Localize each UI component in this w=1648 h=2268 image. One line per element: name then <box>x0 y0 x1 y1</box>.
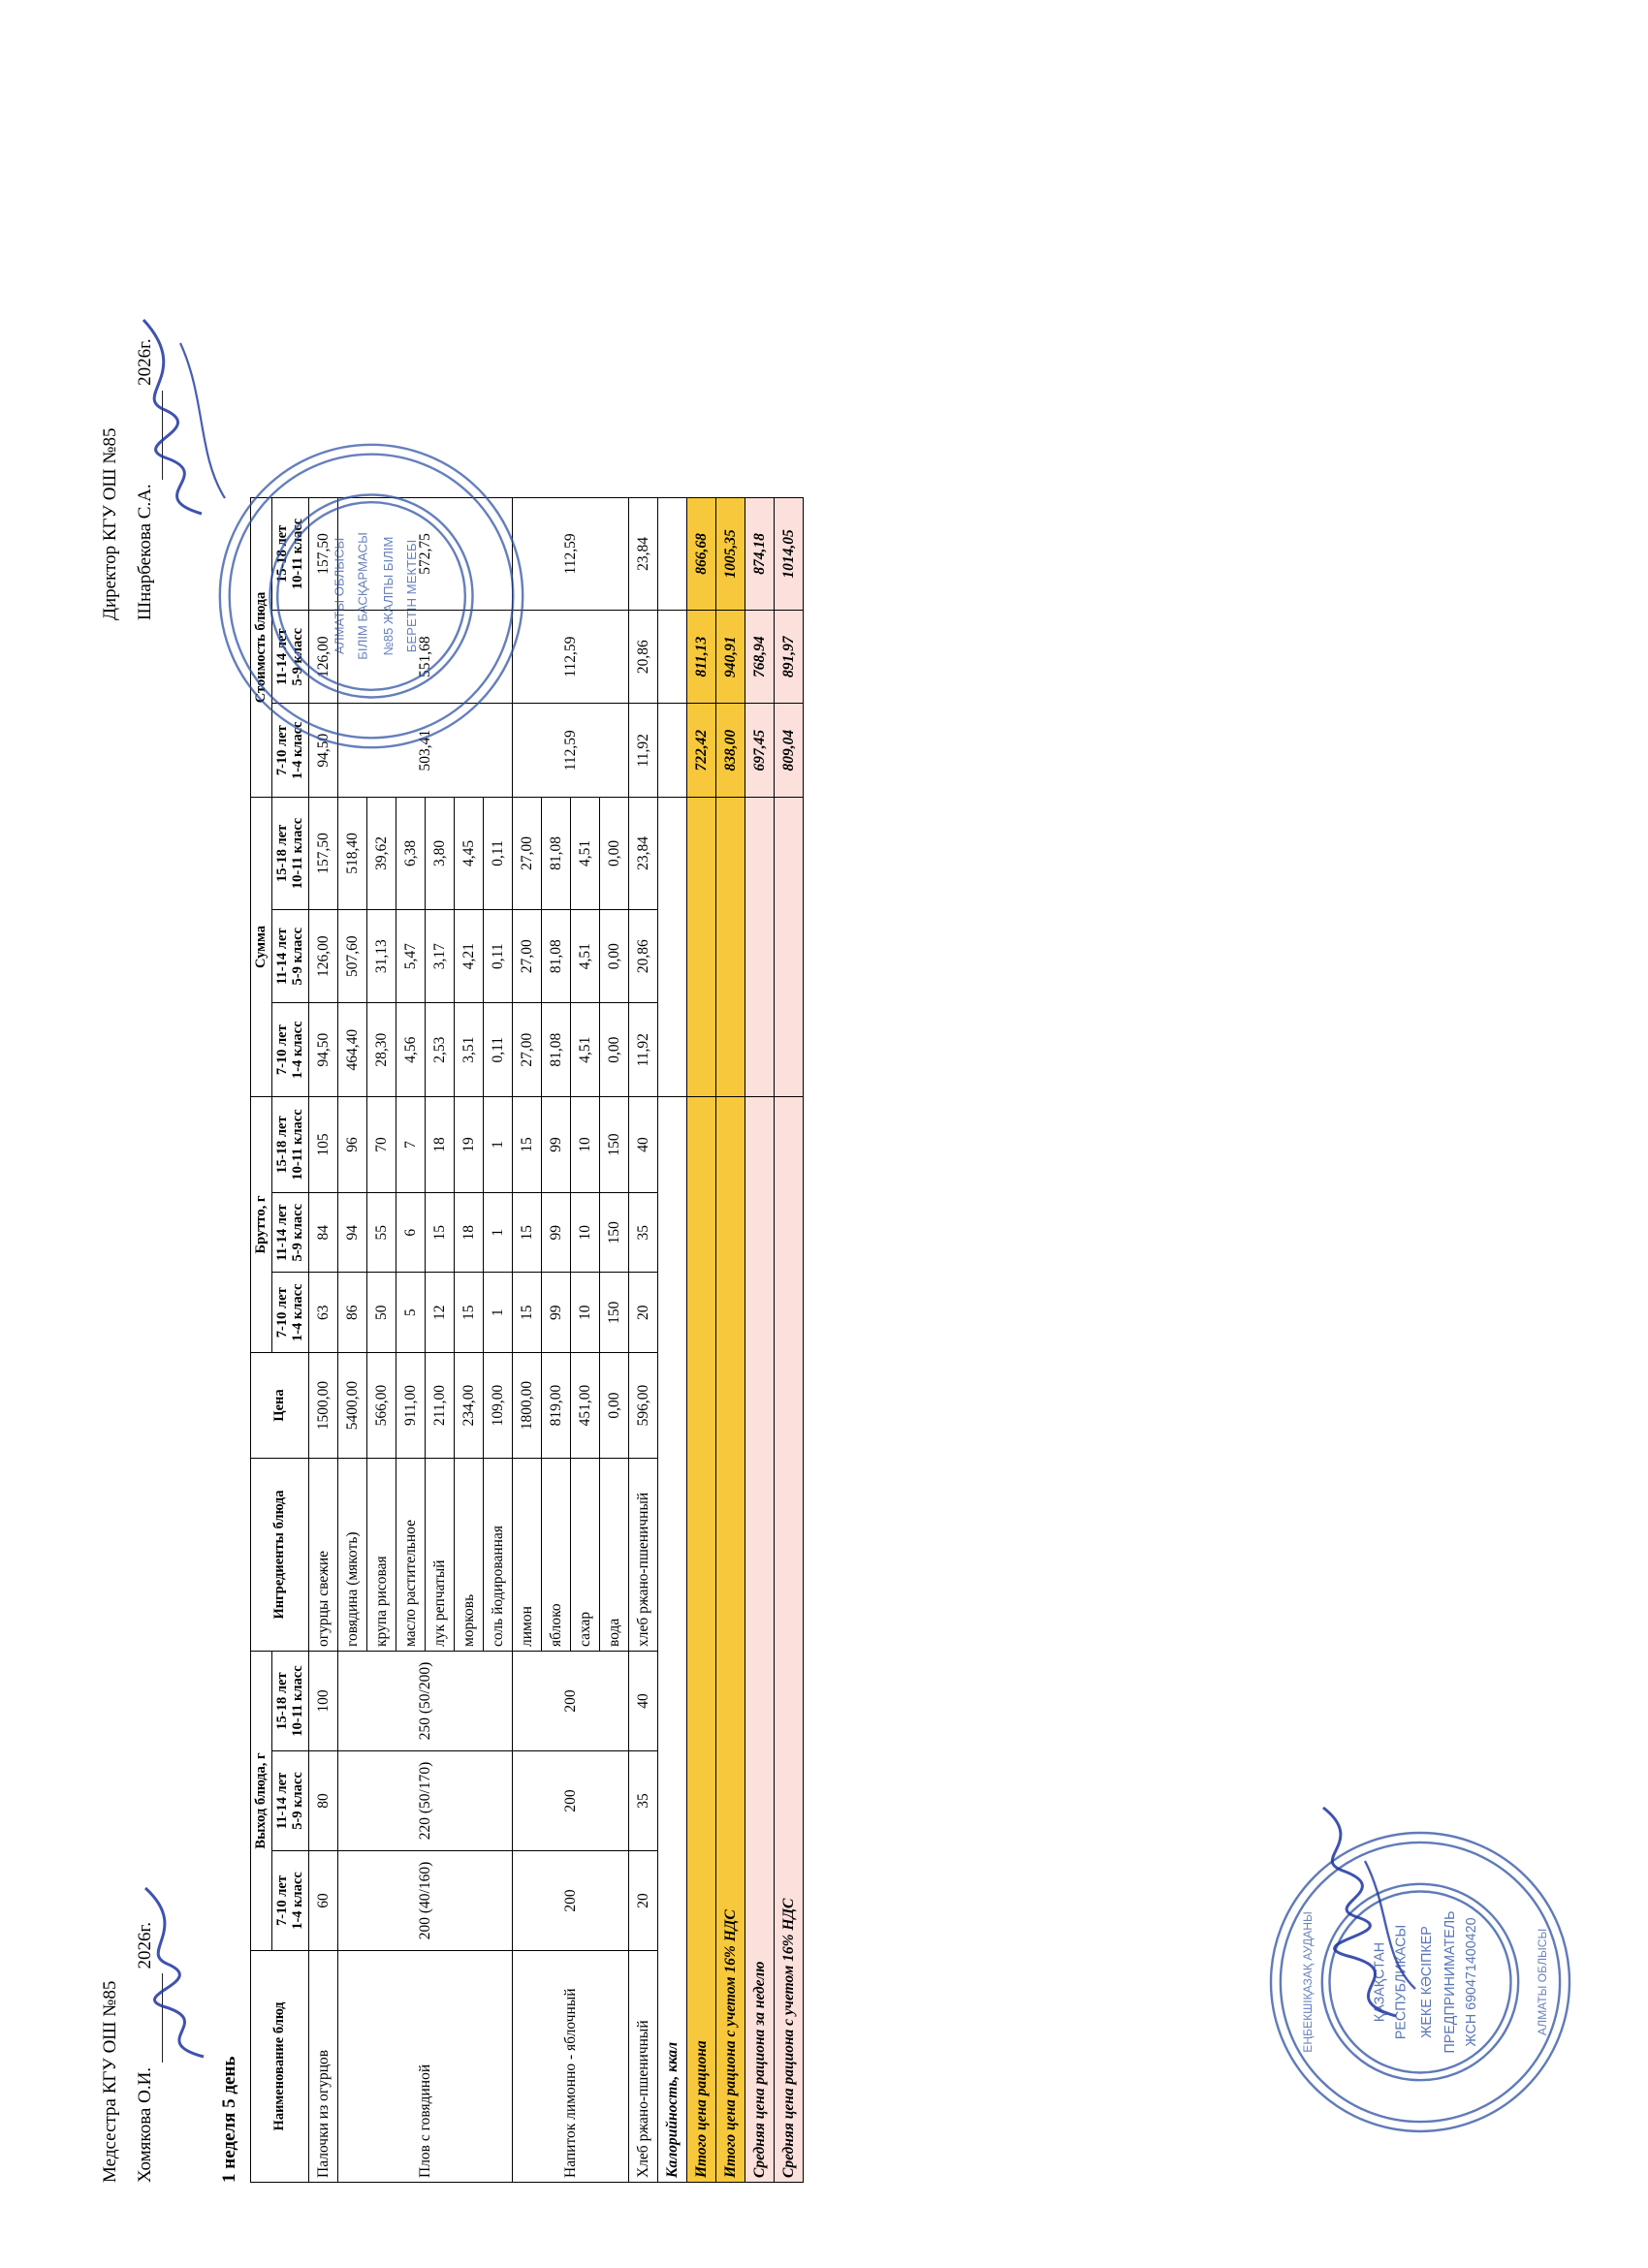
cell-ingredient: яблоко <box>542 1459 571 1652</box>
cell-cost-0: 94,50 <box>309 704 338 798</box>
cell-sum-0: 0,11 <box>484 1003 513 1097</box>
summary-value-0: 838,00 <box>716 704 745 798</box>
summary-value-0: 697,45 <box>745 704 775 798</box>
cell-sum-0: 11,92 <box>629 1003 658 1097</box>
cell-cost-1: 126,00 <box>309 610 338 704</box>
cell-price: 451,00 <box>571 1353 600 1459</box>
cell-brutto-1: 10 <box>571 1193 600 1274</box>
cell-sum-0: 28,30 <box>367 1003 396 1097</box>
cell-sum-0: 4,51 <box>571 1003 600 1097</box>
th-sum-age-1: 11-14 лет 5-9 класс <box>271 909 308 1003</box>
svg-text:РЕСПУБЛИКАСЫ: РЕСПУБЛИКАСЫ <box>1393 1924 1410 2040</box>
cell-sum-1: 0,11 <box>484 909 513 1003</box>
cell-sum-1: 507,60 <box>338 909 367 1003</box>
cell-brutto-1: 6 <box>396 1193 426 1274</box>
cell-sum-1: 81,08 <box>542 909 571 1003</box>
cell-sum-0: 2,53 <box>426 1003 455 1097</box>
summary-value-0: 809,04 <box>775 704 804 798</box>
th-out-age-1: 11-14 лет 5-9 класс <box>271 1751 308 1851</box>
cell-dish-name: Напиток лимонно - яблочный <box>513 1951 629 2183</box>
cell-price: 1800,00 <box>513 1353 542 1459</box>
cell-brutto-0: 15 <box>513 1273 542 1353</box>
cell-sum-0: 94,50 <box>309 1003 338 1097</box>
cell-sum-0: 81,08 <box>542 1003 571 1097</box>
cell-sum-2: 27,00 <box>513 798 542 910</box>
cell-sum-2: 518,40 <box>338 798 367 910</box>
cell-brutto-0: 50 <box>367 1273 396 1353</box>
th-out-age-2: 15-18 лет 10-11 класс <box>271 1652 308 1751</box>
th-brutto-age-2: 15-18 лет 10-11 класс <box>271 1097 308 1193</box>
cell-brutto-0: 63 <box>309 1273 338 1353</box>
svg-text:БЕРЕТІН МЕКТЕБІ: БЕРЕТІН МЕКТЕБІ <box>404 539 420 653</box>
cell-ingredient: крупа рисовая <box>367 1459 396 1652</box>
svg-text:ЖЕКЕ КӘСІПКЕР: ЖЕКЕ КӘСІПКЕР <box>1419 1926 1435 2038</box>
th-out-age-0: 7-10 лет 1-4 класс <box>271 1851 308 1951</box>
cell-cost-2: 157,50 <box>309 498 338 611</box>
cell-ingredient: сахар <box>571 1459 600 1652</box>
th-brutto: Брутто, г <box>251 1097 272 1353</box>
cell-sum-2: 6,38 <box>396 798 426 910</box>
summary-spacer <box>716 798 745 1097</box>
th-cost: Стоимость блюда <box>251 498 272 798</box>
th-sum-age-0: 7-10 лет 1-4 класс <box>271 1003 308 1097</box>
th-brutto-age-0: 7-10 лет 1-4 класс <box>271 1273 308 1353</box>
cell-cost-0: 11,92 <box>629 704 658 798</box>
th-cost-age-2: 15-18 лет 10-11 класс <box>271 498 308 611</box>
summary-spacer <box>775 798 804 1097</box>
cell-output-1: 200 <box>513 1751 629 1851</box>
cell-brutto-2: 96 <box>338 1097 367 1193</box>
cell-brutto-2: 10 <box>571 1097 600 1193</box>
cell-brutto-0: 150 <box>600 1273 629 1353</box>
cell-sum-1: 126,00 <box>309 909 338 1003</box>
cell-price: 1500,00 <box>309 1353 338 1459</box>
table-row <box>338 498 367 2183</box>
cell-brutto-2: 70 <box>367 1097 396 1193</box>
cell-cost-2: 23,84 <box>629 498 658 611</box>
svg-text:АЛМАТЫ ОБЛЫСЫ: АЛМАТЫ ОБЛЫСЫ <box>332 537 347 655</box>
cell-sum-1: 4,21 <box>455 909 484 1003</box>
cell-brutto-0: 10 <box>571 1273 600 1353</box>
summary-value-1: 811,13 <box>687 610 716 704</box>
cell-sum-2: 23,84 <box>629 798 658 910</box>
svg-text:ҚАЗАҚСТАН: ҚАЗАҚСТАН <box>1372 1941 1388 2023</box>
cell-sum-1: 0,00 <box>600 909 629 1003</box>
cell-brutto-0: 20 <box>629 1273 658 1353</box>
approver-right-date: 2026г. <box>135 338 156 386</box>
cell-brutto-0: 99 <box>542 1273 571 1353</box>
th-brutto-age-1: 11-14 лет 5-9 класс <box>271 1193 308 1274</box>
cell-price: 109,00 <box>484 1353 513 1459</box>
svg-text:АЛМАТЫ ОБЛЫСЫ: АЛМАТЫ ОБЛЫСЫ <box>1535 1928 1549 2036</box>
cell-price: 596,00 <box>629 1353 658 1459</box>
cell-sum-0: 3,51 <box>455 1003 484 1097</box>
summary-value-0 <box>658 704 687 798</box>
summary-value-2: 874,18 <box>745 498 775 611</box>
th-sum-age-2: 15-18 лет 10-11 класс <box>271 798 308 910</box>
table-group-header-row <box>251 498 272 2183</box>
cell-brutto-2: 1 <box>484 1097 513 1193</box>
cell-brutto-2: 150 <box>600 1097 629 1193</box>
cell-ingredient: масло растительное <box>396 1459 426 1652</box>
cell-price: 211,00 <box>426 1353 455 1459</box>
th-cost-age-0: 7-10 лет 1-4 класс <box>271 704 308 798</box>
svg-text:БІЛІМ БАСҚАРМАСЫ: БІЛІМ БАСҚАРМАСЫ <box>355 532 370 660</box>
approver-right-role: Директор КГУ ОШ №85 <box>100 427 120 620</box>
table-row <box>629 498 658 2183</box>
th-ingredients: Ингредиенты блюда <box>251 1459 309 1652</box>
svg-text:ЕҢБЕКШІҚАЗАҚ АУДАНЫ: ЕҢБЕКШІҚАЗАҚ АУДАНЫ <box>1300 1911 1315 2053</box>
svg-text:№85 ЖАЛПЫ БІЛІМ: №85 ЖАЛПЫ БІЛІМ <box>381 536 396 656</box>
cell-ingredient: вода <box>600 1459 629 1652</box>
table-age-header-row <box>271 498 308 2183</box>
summary-label: Итого цена рациона с учетом 16% НДС <box>716 1097 745 2183</box>
cell-brutto-2: 7 <box>396 1097 426 1193</box>
cell-sum-2: 81,08 <box>542 798 571 910</box>
approver-left-role: Медсестра КГУ ОШ №85 <box>100 1980 120 2183</box>
th-cost-age-1: 11-14 лет 5-9 класс <box>271 610 308 704</box>
cell-sum-2: 157,50 <box>309 798 338 910</box>
approver-left-signature-line <box>146 1973 163 2063</box>
cell-cost-2: 572,75 <box>338 498 513 611</box>
cell-ingredient: соль йодированная <box>484 1459 513 1652</box>
cell-output-0: 60 <box>309 1851 338 1951</box>
cell-output-0: 200 (40/160) <box>338 1851 513 1951</box>
cell-sum-0: 0,00 <box>600 1003 629 1097</box>
cell-brutto-2: 105 <box>309 1097 338 1193</box>
cell-output-1: 220 (50/170) <box>338 1751 513 1851</box>
cell-brutto-1: 15 <box>513 1193 542 1274</box>
summary-label: Калорийность, ккал <box>658 1097 687 2183</box>
cell-output-2: 40 <box>629 1652 658 1751</box>
summary-row <box>745 498 775 2183</box>
cell-sum-2: 39,62 <box>367 798 396 910</box>
approver-left-name: Хомякова О.И. <box>135 2066 156 2183</box>
cell-price: 5400,00 <box>338 1353 367 1459</box>
cell-sum-1: 27,00 <box>513 909 542 1003</box>
cell-dish-name: Палочки из огурцов <box>309 1951 338 2183</box>
cell-brutto-1: 94 <box>338 1193 367 1274</box>
cell-cost-2: 112,59 <box>513 498 629 611</box>
cell-brutto-0: 15 <box>455 1273 484 1353</box>
cell-sum-1: 5,47 <box>396 909 426 1003</box>
th-sum: Сумма <box>251 798 272 1097</box>
cell-cost-1: 112,59 <box>513 610 629 704</box>
menu-table-body <box>309 498 804 2183</box>
cell-ingredient: огурцы свежие <box>309 1459 338 1652</box>
cell-ingredient: морковь <box>455 1459 484 1652</box>
cell-sum-0: 4,56 <box>396 1003 426 1097</box>
th-dish-name: Наименование блюд <box>251 1951 309 2183</box>
cell-sum-0: 27,00 <box>513 1003 542 1097</box>
cell-sum-1: 4,51 <box>571 909 600 1003</box>
summary-value-2: 866,68 <box>687 498 716 611</box>
summary-value-2 <box>658 498 687 611</box>
cell-price: 0,00 <box>600 1353 629 1459</box>
summary-value-1 <box>658 610 687 704</box>
cell-brutto-1: 99 <box>542 1193 571 1274</box>
summary-value-1: 768,94 <box>745 610 775 704</box>
th-output: Выход блюда, г <box>251 1652 272 1951</box>
cell-brutto-0: 5 <box>396 1273 426 1353</box>
summary-value-0: 722,42 <box>687 704 716 798</box>
table-row <box>309 498 338 2183</box>
cell-ingredient: хлеб ржано-пшеничный <box>629 1459 658 1652</box>
cell-dish-name: Плов с говядиной <box>338 1951 513 2183</box>
cell-brutto-2: 19 <box>455 1097 484 1193</box>
summary-value-2: 1005,35 <box>716 498 745 611</box>
table-row <box>513 498 542 2183</box>
cell-price: 819,00 <box>542 1353 571 1459</box>
summary-label: Итого цена рациона <box>687 1097 716 2183</box>
cell-output-2: 250 (50/200) <box>338 1652 513 1751</box>
signature-left-ink <box>1289 1793 1440 2026</box>
cell-output-2: 200 <box>513 1652 629 1751</box>
summary-row <box>775 498 804 2183</box>
cell-brutto-1: 84 <box>309 1193 338 1274</box>
summary-spacer <box>745 798 775 1097</box>
cell-brutto-0: 86 <box>338 1273 367 1353</box>
cell-brutto-2: 18 <box>426 1097 455 1193</box>
cell-price: 911,00 <box>396 1353 426 1459</box>
cell-cost-1: 551,68 <box>338 610 513 704</box>
cell-sum-2: 3,80 <box>426 798 455 910</box>
cell-sum-0: 464,40 <box>338 1003 367 1097</box>
cell-output-0: 200 <box>513 1851 629 1951</box>
cell-price: 566,00 <box>367 1353 396 1459</box>
cell-output-1: 35 <box>629 1751 658 1851</box>
summary-value-1: 891,97 <box>775 610 804 704</box>
cell-sum-2: 4,45 <box>455 798 484 910</box>
cell-brutto-1: 18 <box>455 1193 484 1274</box>
company-stamp <box>1260 1822 1580 2142</box>
svg-text:ЖСН 690471400420: ЖСН 690471400420 <box>1464 1917 1480 2047</box>
cell-output-0: 20 <box>629 1851 658 1951</box>
svg-text:ПРЕДПРИНИМАТЕЛЬ: ПРЕДПРИНИМАТЕЛЬ <box>1442 1910 1459 2054</box>
cell-brutto-1: 55 <box>367 1193 396 1274</box>
cell-brutto-1: 35 <box>629 1193 658 1274</box>
approver-right-signature-line <box>146 391 163 480</box>
cell-sum-1: 3,17 <box>426 909 455 1003</box>
cell-output-1: 80 <box>309 1751 338 1851</box>
cell-brutto-1: 1 <box>484 1193 513 1274</box>
approver-right-block <box>93 338 163 620</box>
menu-table <box>250 497 804 2183</box>
cell-dish-name: Хлеб ржано-пшеничный <box>629 1951 658 2183</box>
cell-sum-2: 4,51 <box>571 798 600 910</box>
cell-brutto-2: 15 <box>513 1097 542 1193</box>
approver-left-block <box>93 1922 163 2183</box>
cell-cost-1: 20,86 <box>629 610 658 704</box>
cell-sum-2: 0,00 <box>600 798 629 910</box>
summary-spacer <box>658 798 687 1097</box>
cell-output-2: 100 <box>309 1652 338 1751</box>
cell-cost-0: 503,41 <box>338 704 513 798</box>
cell-ingredient: лимон <box>513 1459 542 1652</box>
approver-right-name: Шнарбекова С.А. <box>135 484 156 620</box>
th-price: Цена <box>251 1353 309 1459</box>
cell-brutto-2: 40 <box>629 1097 658 1193</box>
summary-label: Средняя цена рациона с учетом 16% НДС <box>775 1097 804 2183</box>
cell-ingredient: лук репчатый <box>426 1459 455 1652</box>
cell-cost-0: 112,59 <box>513 704 629 798</box>
cell-sum-2: 0,11 <box>484 798 513 910</box>
cell-brutto-2: 99 <box>542 1097 571 1193</box>
cell-brutto-0: 12 <box>426 1273 455 1353</box>
cell-ingredient: говядина (мякоть) <box>338 1459 367 1652</box>
cell-sum-1: 20,86 <box>629 909 658 1003</box>
summary-label: Средняя цена рациона за неделю <box>745 1097 775 2183</box>
cell-sum-1: 31,13 <box>367 909 396 1003</box>
summary-value-2: 1014,05 <box>775 498 804 611</box>
summary-value-1: 940,91 <box>716 610 745 704</box>
cell-price: 234,00 <box>455 1353 484 1459</box>
summary-row <box>716 498 745 2183</box>
summary-spacer <box>687 798 716 1097</box>
summary-row <box>687 498 716 2183</box>
approver-left-date: 2026г. <box>135 1922 156 1969</box>
summary-row <box>658 498 687 2183</box>
week-day-label: 1 неделя 5 день <box>219 2056 239 2183</box>
cell-brutto-0: 1 <box>484 1273 513 1353</box>
cell-brutto-1: 15 <box>426 1193 455 1274</box>
cell-brutto-1: 150 <box>600 1193 629 1274</box>
